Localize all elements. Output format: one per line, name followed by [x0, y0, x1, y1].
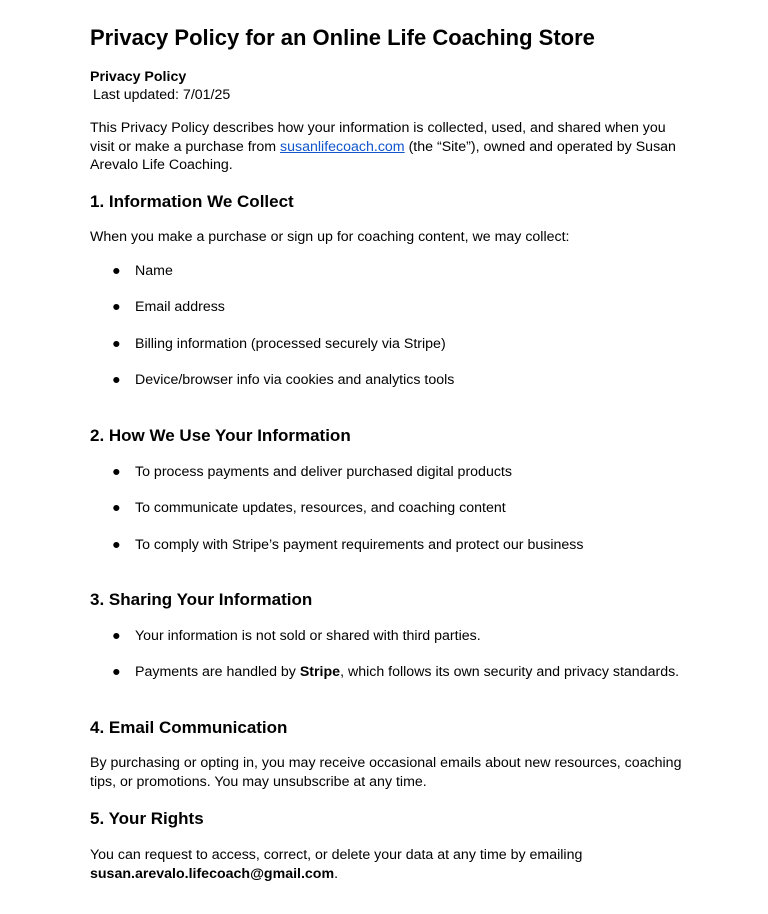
intro-text: (the “Site”), owned and operated by Susan [404, 138, 676, 155]
list-item [112, 536, 583, 554]
bullet-icon: ● [112, 664, 121, 680]
section-heading: 5. Your Rights [90, 809, 204, 828]
period: . [334, 865, 339, 882]
list-item-text: Device/browser info via cookies and analytics tools [135, 372, 455, 388]
list-item-text: Name [135, 263, 173, 279]
section-paragraph [90, 846, 582, 883]
bullet-icon: ● [112, 336, 121, 352]
bullet-icon: ● [112, 500, 121, 516]
stripe-bold: Stripe [299, 664, 341, 680]
list-item-text: Billing information (processed securely via Stripe) [135, 336, 446, 352]
list-item [112, 262, 173, 280]
paragraph-line [90, 865, 582, 884]
bullet-icon: ● [112, 263, 121, 279]
list-item-text: To comply with Stripe’s payment requirements and protect our business [135, 537, 584, 553]
subtitle: Privacy Policy [90, 69, 187, 85]
section-paragraph [90, 754, 681, 791]
paragraph-line: By purchasing or opting in, you may receive occasional emails about new resources, coaching [90, 755, 682, 771]
list-item [112, 499, 506, 517]
last-updated: Last updated: 7/01/25 [93, 87, 231, 103]
intro-line: Arevalo Life Coaching. [90, 157, 233, 173]
paragraph-line: You can request to access, correct, or delete your data at any time by emailing [90, 847, 583, 863]
list-item-text: Email address [135, 299, 225, 315]
intro-paragraph [90, 119, 676, 175]
section-heading: 1. Information We Collect [90, 192, 294, 211]
intro-line: This Privacy Policy describes how your information is collected, used, and shared when you [90, 120, 666, 136]
bullet-icon: ● [112, 372, 121, 388]
bullet-icon: ● [112, 537, 121, 553]
contact-email: susan.arevalo.lifecoach@gmail.com [90, 865, 335, 882]
bullet-icon: ● [112, 628, 121, 644]
section-heading: 3. Sharing Your Information [90, 590, 313, 609]
list-item [112, 335, 446, 353]
site-link[interactable]: susanlifecoach.com [280, 138, 405, 155]
list-item-text: To process payments and deliver purchased digital products [135, 464, 512, 480]
paragraph-line: tips, or promotions. You may unsubscribe at any time. [90, 773, 427, 790]
list-item-text: , which follows its own security and privacy standards. [340, 664, 680, 680]
list-item-text: Payments are handled by [135, 664, 300, 680]
list-item [112, 371, 454, 389]
list-item [112, 663, 679, 681]
list-item-text: Your information is not sold or shared with third parties. [135, 628, 481, 644]
section-heading: 2. How We Use Your Information [90, 426, 351, 445]
intro-text: visit or make a purchase from [90, 138, 281, 155]
bullet-icon: ● [112, 299, 121, 315]
list-item [112, 298, 225, 316]
section-heading: 4. Email Communication [90, 718, 288, 737]
page-title: Privacy Policy for an Online Life Coaching Store [90, 25, 595, 50]
intro-line [90, 138, 676, 157]
list-item-text: To communicate updates, resources, and coaching content [135, 500, 506, 516]
list-item [112, 463, 512, 481]
list-item [112, 627, 481, 645]
section-paragraph: When you make a purchase or sign up for coaching content, we may collect: [90, 229, 570, 245]
bullet-icon: ● [112, 464, 121, 480]
